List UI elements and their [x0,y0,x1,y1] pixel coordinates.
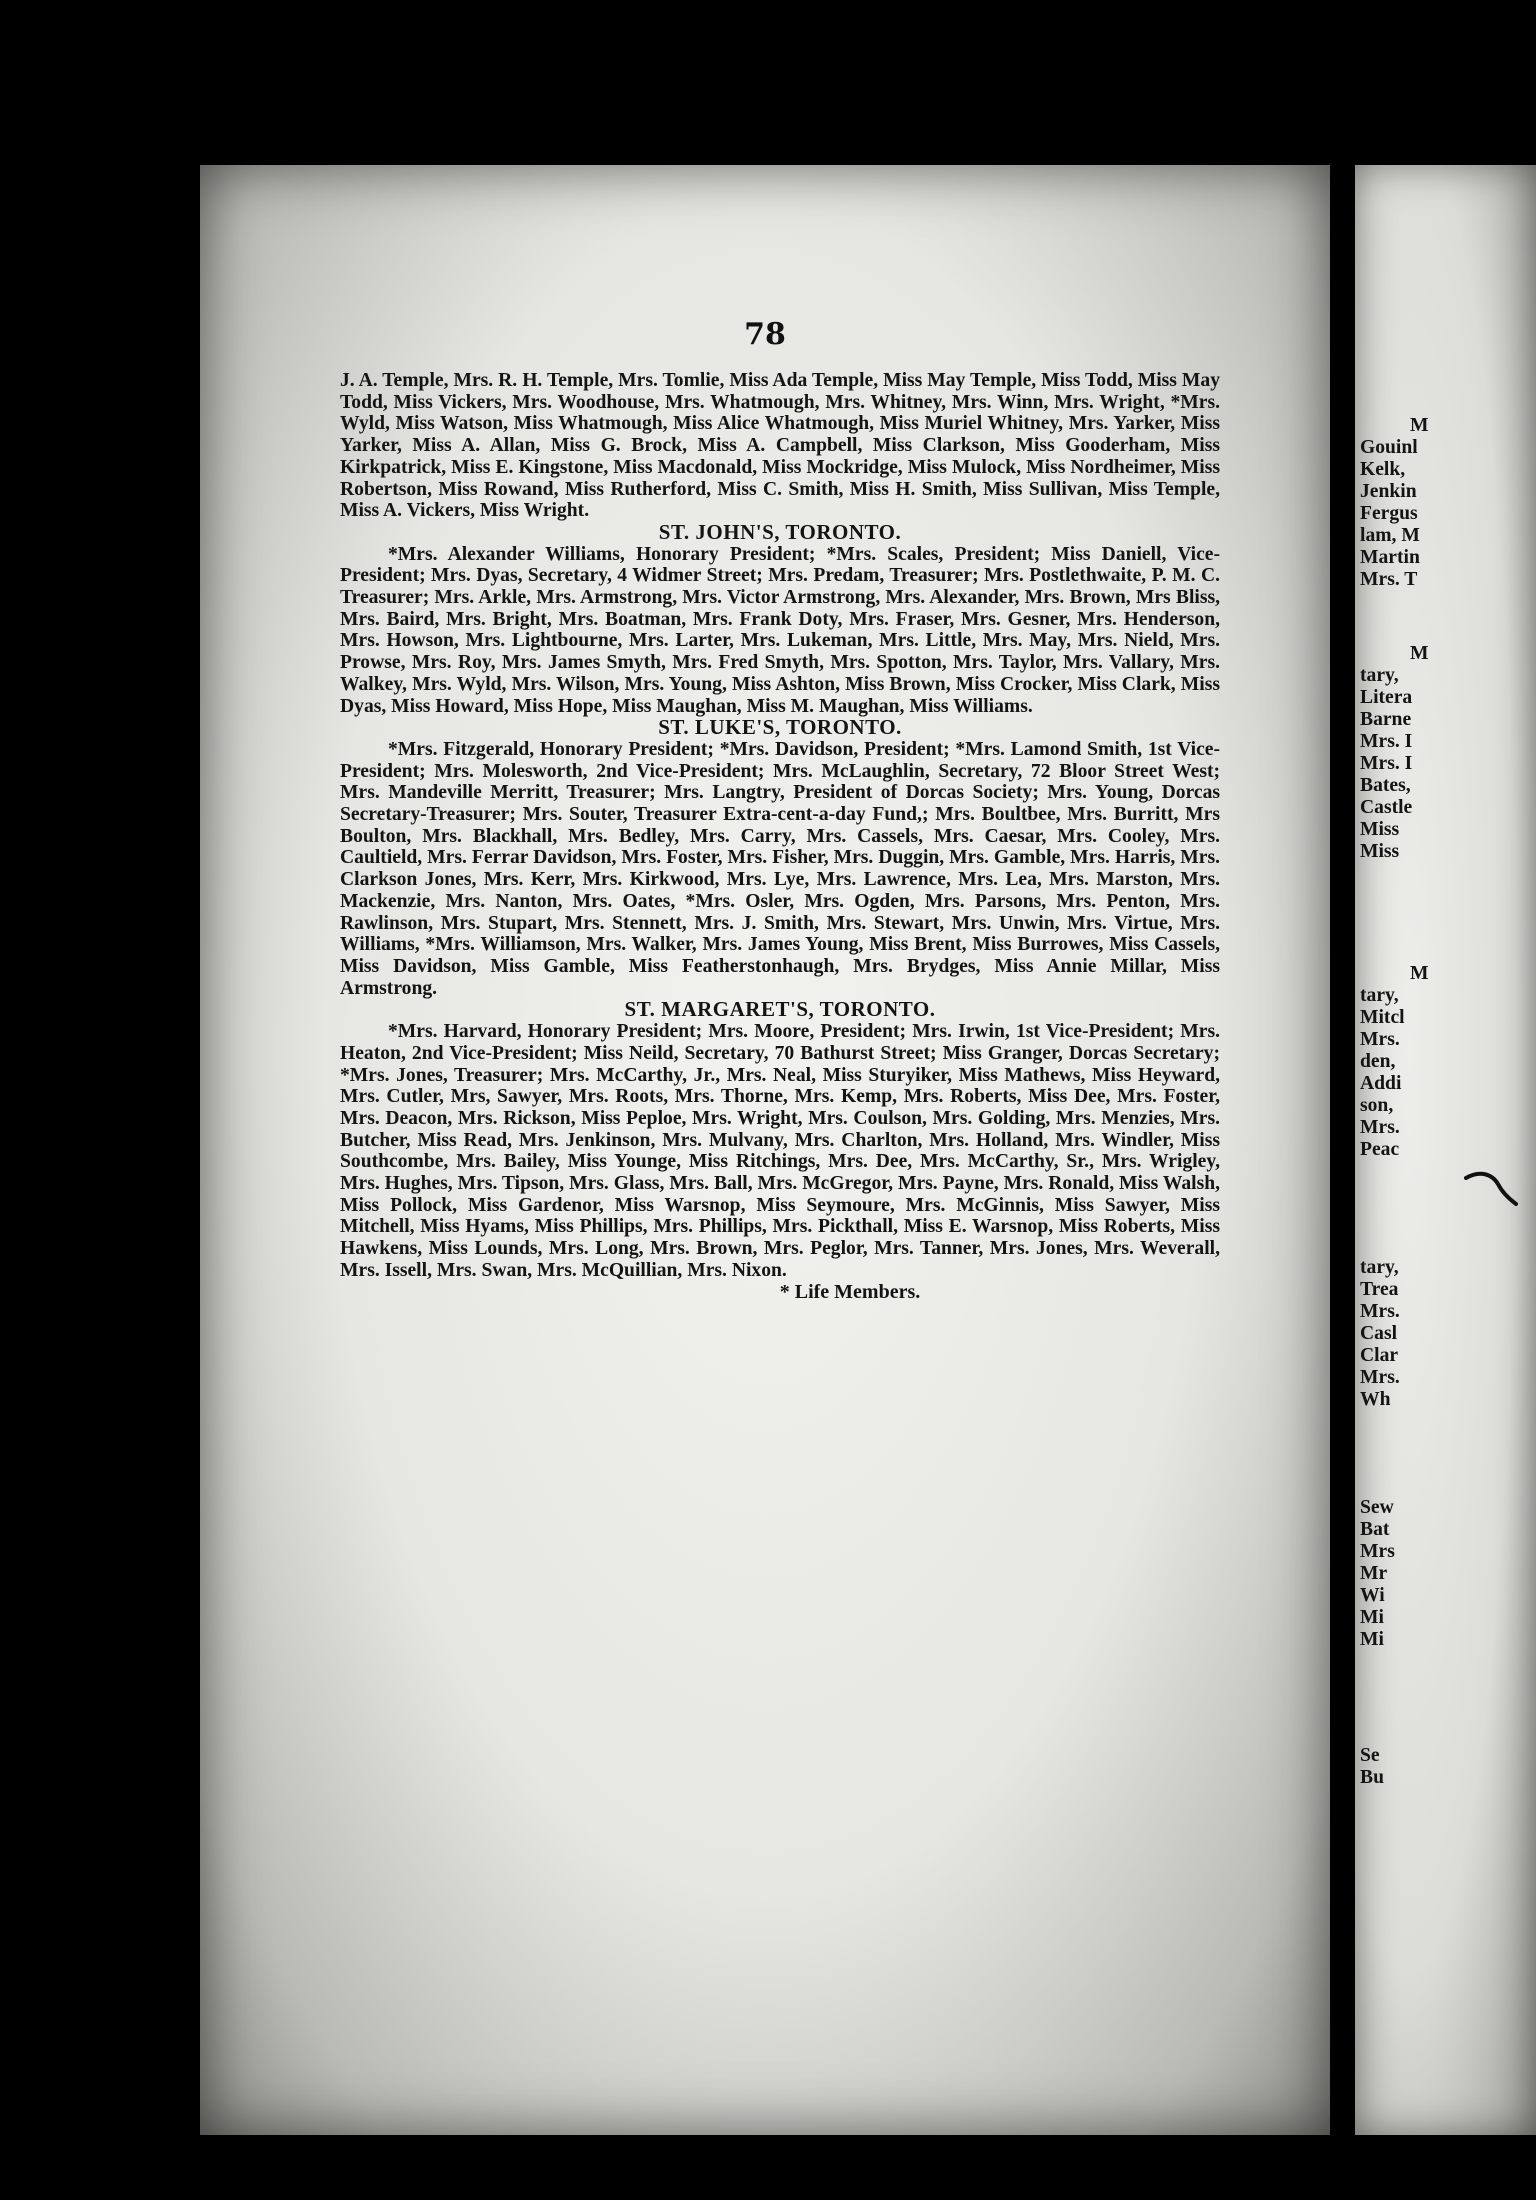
fragment-line: Mrs. T [1360,569,1418,590]
fragment-line: Mi [1360,1607,1384,1628]
document-page [200,165,1330,2135]
fragment-line: Addi [1360,1073,1402,1094]
fragment-line: Mrs. I [1360,731,1413,752]
fragment-line: Mrs. [1360,1029,1400,1050]
fragment-line: Mrs. [1360,1301,1400,1322]
fragment-line: son, [1360,1095,1394,1116]
fragment-line: Trea [1360,1279,1399,1300]
fragment-line: Kelk, [1360,459,1406,480]
section-heading-st-margarets: ST. MARGARET'S, TORONTO. [624,997,936,1022]
fragment-line: Litera [1360,687,1413,708]
fragment-line: Barne [1360,709,1412,730]
fragment-line: Wh [1360,1389,1391,1410]
section-body-st-johns: *Mrs. Alexander Williams, Honorary President; *Mrs. Scales, President; Miss Daniell, Vice-President; Mrs. Dyas, Secretary, 4 Widmer Street; Mrs. Predam, Treasurer; Mrs. Postlethwaite, P. M. C. Treasurer; Mrs. Arkle, Mrs. Armstrong, Mrs. Victor Armstrong, Mrs. Alexander, Mrs. Brown, Mrs Bliss, Mrs. Baird, Mrs. Bright, Mrs. Boatman, Mrs. Frank Doty, Mrs. Fraser, Mrs. Gesner, Mrs. Henderson, Mrs. Howson, Mrs. Lightbourne, Mrs. Larter, Mrs. Lukeman, Mrs. Little, Mrs. May, Mrs. Nield, Mrs. Prowse, Mrs. Roy, Mrs. James Smyth, Mrs. Fred Smyth, Mrs. Spotton, Mrs. Taylor, Mrs. Vallary, Mrs. Walkey, Mrs. Wyld, Mrs. Wilson, Mrs. Young, Miss Ashton, Miss Brown, Miss Crocker, Miss Clark, Miss Dyas, Miss Howard, Miss Hope, Miss Maughan, Miss M. Maughan, Miss Williams. [340,543,1220,717]
fragment-line: lam, M [1360,525,1420,546]
fragment-line: Martin [1360,547,1420,568]
fragment-line: Mrs [1360,1541,1395,1562]
fragment-line: Wi [1360,1585,1385,1606]
fragment-line: Miss [1360,841,1400,862]
fragment-line: Castle [1360,797,1413,818]
fragment-line: Jenkin [1360,481,1417,502]
fragment-line: Miss [1360,819,1400,840]
fragment-line: M [1410,963,1429,984]
section-body-st-margarets: *Mrs. Harvard, Honorary President; Mrs. Moore, President; Mrs. Irwin, 1st Vice-President; Mrs. Heaton, 2nd Vice-President; Miss Neild, Secretary, 70 Bathurst Street; Miss Granger, Dorcas Secretary; *Mrs. Jones, Treasurer; Mrs. McCarthy, Jr., Mrs. Neal, Miss Sturyiker, Miss Mathews, Miss Heyward, Mrs. Cutler, Mrs, Sawyer, Mrs. Roots, Mrs. Thorne, Mrs. Kemp, Mrs. Roberts, Miss Dee, Mrs. Foster, Mrs. Deacon, Mrs. Rickson, Miss Peploe, Mrs. Wright, Mrs. Coulson, Mrs. Golding, Mrs. Menzies, Mrs. Butcher, Miss Read, Mrs. Jenkinson, Mrs. Mulvany, Mrs. Charlton, Mrs. Holland, Mrs. Windler, Miss Southcombe, Mrs. Bailey, Miss Younge, Miss Ritchings, Mrs. Dee, Mrs. McCarthy, Sr., Mrs. Wrigley, Mrs. Hughes, Mrs. Tipson, Mrs. Glass, Mrs. Ball, Mrs. McGregor, Mrs. Payne, Mrs. Ronald, Miss Walsh, Miss Pollock, Miss Gardenor, Miss Warsnop, Miss Seymoure, Mrs. McGinnis, Miss Sawyer, Miss Mitchell, Miss Hyams, Miss Phillips, Mrs. Phillips, Mrs. Pickthall, Miss E. Warsnop, Miss Roberts, Miss Hawkens, Miss Lounds, Mrs. Long, Mrs. Brown, Mrs. Peglor, Mrs. Tanner, Mrs. Jones, Mrs. Weverall, Mrs. Issell, Mrs. Swan, Mrs. McQuillian, Mrs. Nixon. [340,1021,1220,1281]
intro-paragraph: J. A. Temple, Mrs. R. H. Temple, Mrs. Tomlie, Miss Ada Temple, Miss May Temple, Miss Todd, Miss May Todd, Miss Vickers, Mrs. Woodhouse, Mrs. Whatmough, Mrs. Whitney, Mrs. Winn, Mrs. Wright, *Mrs. Wyld, Miss Watson, Miss Whatmough, Miss Alice Whatmough, Miss Muriel Whitney, Mrs. Yarker, Miss Yarker, Miss A. Allan, Miss G. Brock, Miss A. Campbell, Miss Clarkson, Miss Gooderham, Miss Kirkpatrick, Miss E. Kingstone, Miss Macdonald, Miss Mockridge, Miss Mulock, Miss Nordheimer, Miss Robertson, Miss Rowand, Miss Rutherford, Miss C. Smith, Miss H. Smith, Miss Sullivan, Miss Temple, Miss A. Vickers, Miss Wright. [340,370,1220,522]
fragment-line: Bat [1360,1519,1390,1540]
fragment-line: Casl [1360,1323,1398,1344]
fragment-line: Fergus [1360,503,1418,524]
fragment-line: tary, [1360,985,1399,1006]
adjacent-page-edge [1355,165,1536,2135]
fragment-line: Mi [1360,1629,1384,1650]
fragment-line: Peac [1360,1139,1400,1160]
fragment-line: Mrs. [1360,1367,1400,1388]
fragment-line: M [1410,643,1429,664]
fragment-line: M [1410,415,1429,436]
section-heading-st-johns: ST. JOHN'S, TORONTO. [658,519,902,544]
page-number: 78 [744,317,786,352]
section-body-st-lukes: *Mrs. Fitzgerald, Honorary President; *Mrs. Davidson, President; *Mrs. Lamond Smith, 1st Vice-President; Mrs. Molesworth, 2nd Vice-President; Mrs. McLaughlin, Secretary, 72 Bloor Street West; Mrs. Mandeville Merritt, Treasurer; Mrs. Langtry, President of Dorcas Society; Mrs. Young, Dorcas Secretary-Treasurer; Mrs. Souter, Treasurer Extra-cent-a-day Fund,; Mrs. Boultbee, Mrs. Burritt, Mrs Boulton, Mrs. Blackhall, Mrs. Bedley, Mrs. Carry, Mrs. Cassels, Mrs. Caesar, Mrs. Cooley, Mrs. Caultield, Mrs. Ferrar Davidson, Mrs. Foster, Mrs. Fisher, Mrs. Duggin, Mrs. Gamble, Mrs. Harris, Mrs. Clarkson Jones, Mrs. Kerr, Mrs. Kirkwood, Mrs. Lye, Mrs. Lawrence, Mrs. Lea, Mrs. Marston, Mrs. Mackenzie, Mrs. Nanton, Mrs. Oates, *Mrs. Osler, Mrs. Ogden, Mrs. Parsons, Mrs. Penton, Mrs. Rawlinson, Mrs. Stupart, Mrs. Stennett, Mrs. J. Smith, Mrs. Stewart, Mrs. Unwin, Mrs. Virtue, Mrs. Williams, *Mrs. Williamson, Mrs. Walker, Mrs. James Young, Miss Brent, Miss Burrowes, Miss Cassels, Miss Davidson, Miss Gamble, Miss Featherstonhaugh, Mrs. Brydges, Miss Annie Millar, Miss Armstrong. [340,738,1220,999]
fragment-line: Mrs. I [1360,753,1413,774]
fragment-line: den, [1360,1051,1396,1072]
fragment-line: tary, [1360,665,1399,686]
fragment-line: Clar [1360,1345,1399,1366]
fragment-line: Mr [1360,1563,1388,1584]
section-heading-st-lukes: ST. LUKE'S, TORONTO. [658,715,902,740]
fragment-line: Sew [1360,1497,1394,1518]
footnote-life-members: * Life Members. [779,1280,921,1303]
fragment-line: Bates, [1360,775,1411,796]
fragment-line: Bu [1360,1767,1384,1788]
fragment-line: Se [1360,1745,1380,1766]
fragment-line: tary, [1360,1257,1399,1278]
page-content [340,370,1220,1303]
fragment-line: Mrs. [1360,1117,1400,1138]
fragment-line: Gouinl [1360,437,1418,458]
fragment-line: Mitcl [1360,1007,1405,1028]
ink-mark-icon [1462,1168,1532,1208]
